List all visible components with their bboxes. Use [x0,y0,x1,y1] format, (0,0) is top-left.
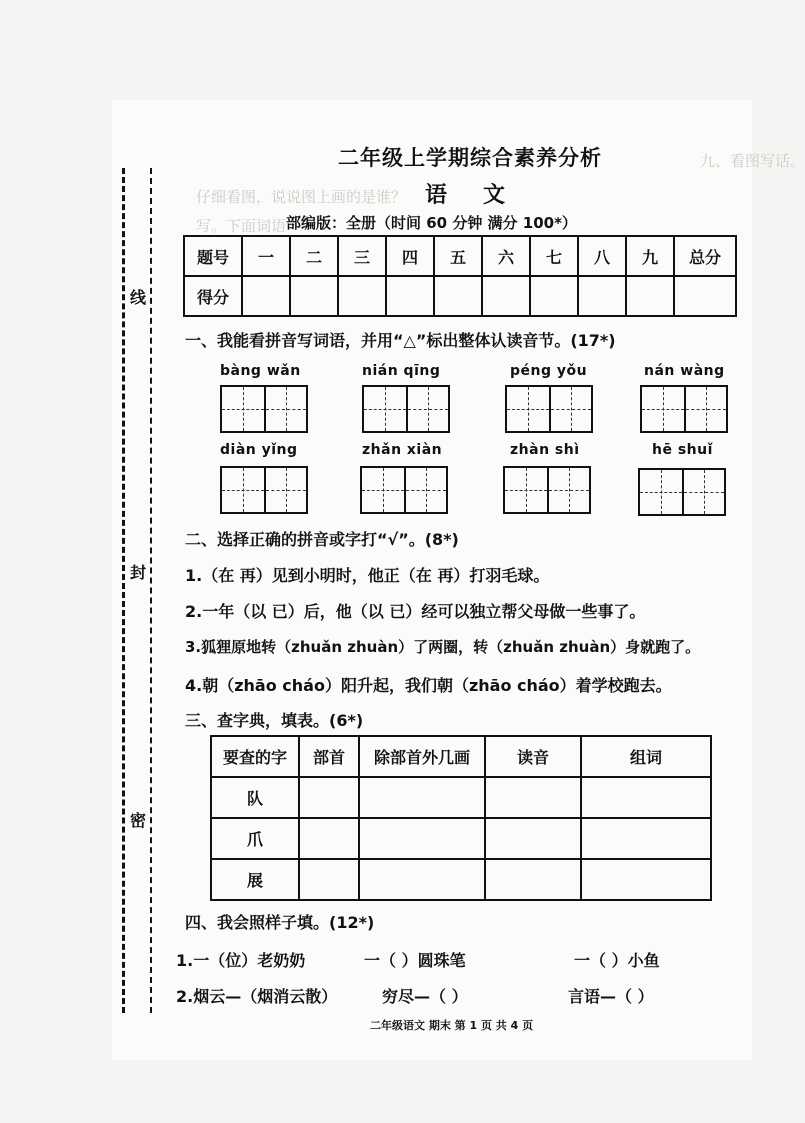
score-input-cell[interactable] [242,276,290,316]
pinyin-label: nián qīng [362,363,441,379]
question-line[interactable]: 1.（在 再）见到小明时，他正（在 再）打羽毛球。 [185,566,550,585]
writing-grid[interactable] [220,385,308,433]
score-cell: 四 [386,236,434,276]
dictionary-table [210,735,712,901]
pinyin-label: diàn yǐng [220,442,298,458]
score-cell: 七 [530,236,578,276]
writing-grid[interactable] [362,385,450,433]
score-input-cell[interactable] [434,276,482,316]
score-cell: 九 [626,236,674,276]
dict-header: 除部首外几画 [359,736,485,777]
section1-heading: 一、我能看拼音写词语，并用“△”标出整体认读音节。(17*) [185,331,616,350]
score-cell: 五 [434,236,482,276]
writing-grid[interactable] [220,466,308,514]
dict-answer-cell[interactable] [359,777,485,818]
dict-header: 要查的字 [211,736,299,777]
dict-answer-cell[interactable] [359,859,485,900]
section3-heading: 三、查字典，填表。(6*) [185,711,364,730]
writing-grid[interactable] [638,468,726,516]
score-table-score-row [184,276,736,316]
score-cell: 题号 [184,236,242,276]
pinyin-label: zhàn shì [510,442,580,458]
question-line[interactable]: 3.狐狸原地转（zhuǎn zhuàn）了两圈，转（zhuǎn zhuàn）身就跑了。 [185,638,701,656]
score-cell: 八 [578,236,626,276]
exam-edition: 部编版：全册（时间 60 分钟 满分 100*） [286,214,577,232]
score-input-cell[interactable] [578,276,626,316]
pinyin-label: bàng wǎn [220,363,301,379]
binding-dashed-line-inner [150,168,152,1013]
margin-label-feng: 封 [128,560,148,583]
dict-header: 组词 [581,736,711,777]
fill-blank[interactable]: 穷尽—（ ） [382,987,468,1006]
score-cell: 二 [290,236,338,276]
score-input-cell[interactable] [338,276,386,316]
ghost-text: 仔细看图，说说图上画的是谁？ [196,188,407,206]
dict-answer-cell[interactable] [485,777,581,818]
score-cell: 三 [338,236,386,276]
fill-example: 1.一（位）老奶奶 [176,951,306,970]
dict-answer-cell[interactable] [299,859,359,900]
dict-answer-cell[interactable] [581,777,711,818]
page-footer: 二年级语文 期末 第 1 页 共 4 页 [370,1019,534,1032]
dict-answer-cell[interactable] [485,818,581,859]
pinyin-label: zhǎn xiàn [362,442,443,458]
margin-label-xian: 线 [128,285,148,308]
section4-heading: 四、我会照样子填。(12*) [185,913,375,932]
dict-answer-cell[interactable] [485,859,581,900]
score-input-cell[interactable] [626,276,674,316]
binding-dashed-line [122,168,125,1013]
writing-grid[interactable] [360,466,448,514]
pinyin-label: hē shuǐ [652,442,713,458]
dict-answer-cell[interactable] [359,818,485,859]
dict-answer-cell[interactable] [299,818,359,859]
ghost-text: 写。下面词语 [196,217,287,235]
dict-answer-cell[interactable] [581,859,711,900]
dict-answer-cell[interactable] [581,818,711,859]
dict-char: 展 [211,859,299,900]
writing-grid[interactable] [505,385,593,433]
dict-char: 队 [211,777,299,818]
score-cell: 得分 [184,276,242,316]
score-table [183,235,737,317]
score-input-cell[interactable] [482,276,530,316]
score-input-cell[interactable] [674,276,736,316]
score-table-header-row [184,236,736,276]
dict-answer-cell[interactable] [299,777,359,818]
writing-grid[interactable] [640,385,728,433]
exam-subject: 语文 [425,183,542,208]
exam-title: 二年级上学期综合素养分析 [338,146,602,170]
fill-blank[interactable]: 一（ ）小鱼 [574,951,660,970]
question-line[interactable]: 2.一年（以 已）后，他（以 已）经可以独立帮父母做一些事了。 [185,602,646,621]
fill-example: 2.烟云—（烟消云散） [176,987,338,1006]
fill-blank[interactable]: 言语—（ ） [568,987,654,1006]
dict-header: 部首 [299,736,359,777]
score-cell: 一 [242,236,290,276]
score-input-cell[interactable] [290,276,338,316]
score-cell: 六 [482,236,530,276]
writing-grid[interactable] [503,466,591,514]
fill-blank[interactable]: 一（ ）圆珠笔 [364,951,466,970]
pinyin-label: péng yǒu [510,363,588,379]
ghost-text: 九、看图写话。 [700,152,805,170]
margin-label-mi: 密 [128,808,148,831]
dict-header: 读音 [485,736,581,777]
score-input-cell[interactable] [530,276,578,316]
dict-char: 爪 [211,818,299,859]
question-line[interactable]: 4.朝（zhāo cháo）阳升起，我们朝（zhāo cháo）着学校跑去。 [185,676,672,695]
pinyin-label: nán wàng [644,363,725,379]
score-cell: 总分 [674,236,736,276]
section2-heading: 二、选择正确的拼音或字打“√”。(8*) [185,530,459,549]
score-input-cell[interactable] [386,276,434,316]
